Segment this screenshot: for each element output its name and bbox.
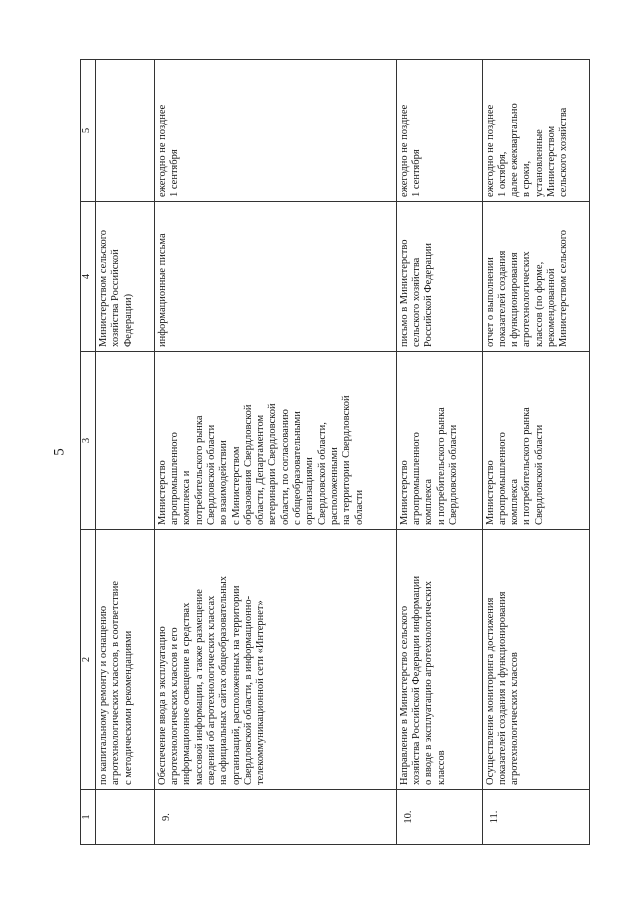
- plan-table: [80, 59, 590, 845]
- row-number: [96, 790, 155, 845]
- row-number: 9.: [154, 790, 396, 845]
- rotated-table-area: [80, 60, 640, 824]
- col-header-2: 2: [81, 530, 96, 790]
- action-cell: Обеспечение ввода в эксплуатацию агротехнологических классов и его информационное освещение в средствах массовой информации, а также размещение сведений об агротехнологических классах на официальных сайтах общеобразовательных организаций, расположенных на территории Свердловской области, в информационно- телекоммуникационной сети «Интернет»: [154, 530, 396, 790]
- table-row: [482, 60, 589, 845]
- deadline-cell: ежегодно не позднее 1 сентября: [154, 60, 396, 202]
- col-header-4: 4: [81, 202, 96, 352]
- executor-cell: Министерство агропромышленного комплекса и потребительского рынка Свердловской области: [396, 352, 482, 530]
- table-row: [96, 60, 155, 845]
- form-cell: информационные письма: [154, 202, 396, 352]
- action-cell: Направление в Министерство сельского хозяйства Российской Федерации информации о вводе в эксплуатацию агротехнологических классов: [396, 530, 482, 790]
- header-row: [81, 60, 96, 845]
- table-wrapper: [80, 60, 590, 845]
- col-header-1: 1: [81, 790, 96, 845]
- deadline-cell: ежегодно не позднее 1 октября, далее ежеквартально в сроки, установленные Министерством сельского хозяйства: [482, 60, 589, 202]
- deadline-cell: ежегодно не позднее 1 сентября: [396, 60, 482, 202]
- action-cell: Осуществление мониторинга достижения показателей создания и функционирования агротехнологических классов: [482, 530, 589, 790]
- deadline-cell: [96, 60, 155, 202]
- row-number: 11.: [482, 790, 589, 845]
- row-number: 10.: [396, 790, 482, 845]
- page-number: 5: [51, 448, 68, 456]
- table-row: [154, 60, 396, 845]
- action-cell: по капитальному ремонту и оснащению агротехнологических классов, в соответствие с методическими рекомендациями: [96, 530, 155, 790]
- table-row: [396, 60, 482, 845]
- executor-cell: Министерство агропромышленного комплекса и потребительского рынка Свердловской области во взаимодействии с Министерством образования Свердловской области, Департаментом ветеринарии Свердловской области, по согласованию с общеобразовательными организациями Свердловской области, расположенными на территории Свердловской области: [154, 352, 396, 530]
- col-header-5: 5: [81, 60, 96, 202]
- form-cell: Министерством сельского хозяйства Российской Федерации): [96, 202, 155, 352]
- executor-cell: Министерство агропромышленного комплекса и потребительского рынка Свердловской области: [482, 352, 589, 530]
- form-cell: письмо в Министерство сельского хозяйства Российской Федерации: [396, 202, 482, 352]
- col-header-3: 3: [81, 352, 96, 530]
- executor-cell: [96, 352, 155, 530]
- form-cell: отчет о выполнении показателей создания и функционирования агротехнологических классов (по форме, рекомендованной Министерством сельского: [482, 202, 589, 352]
